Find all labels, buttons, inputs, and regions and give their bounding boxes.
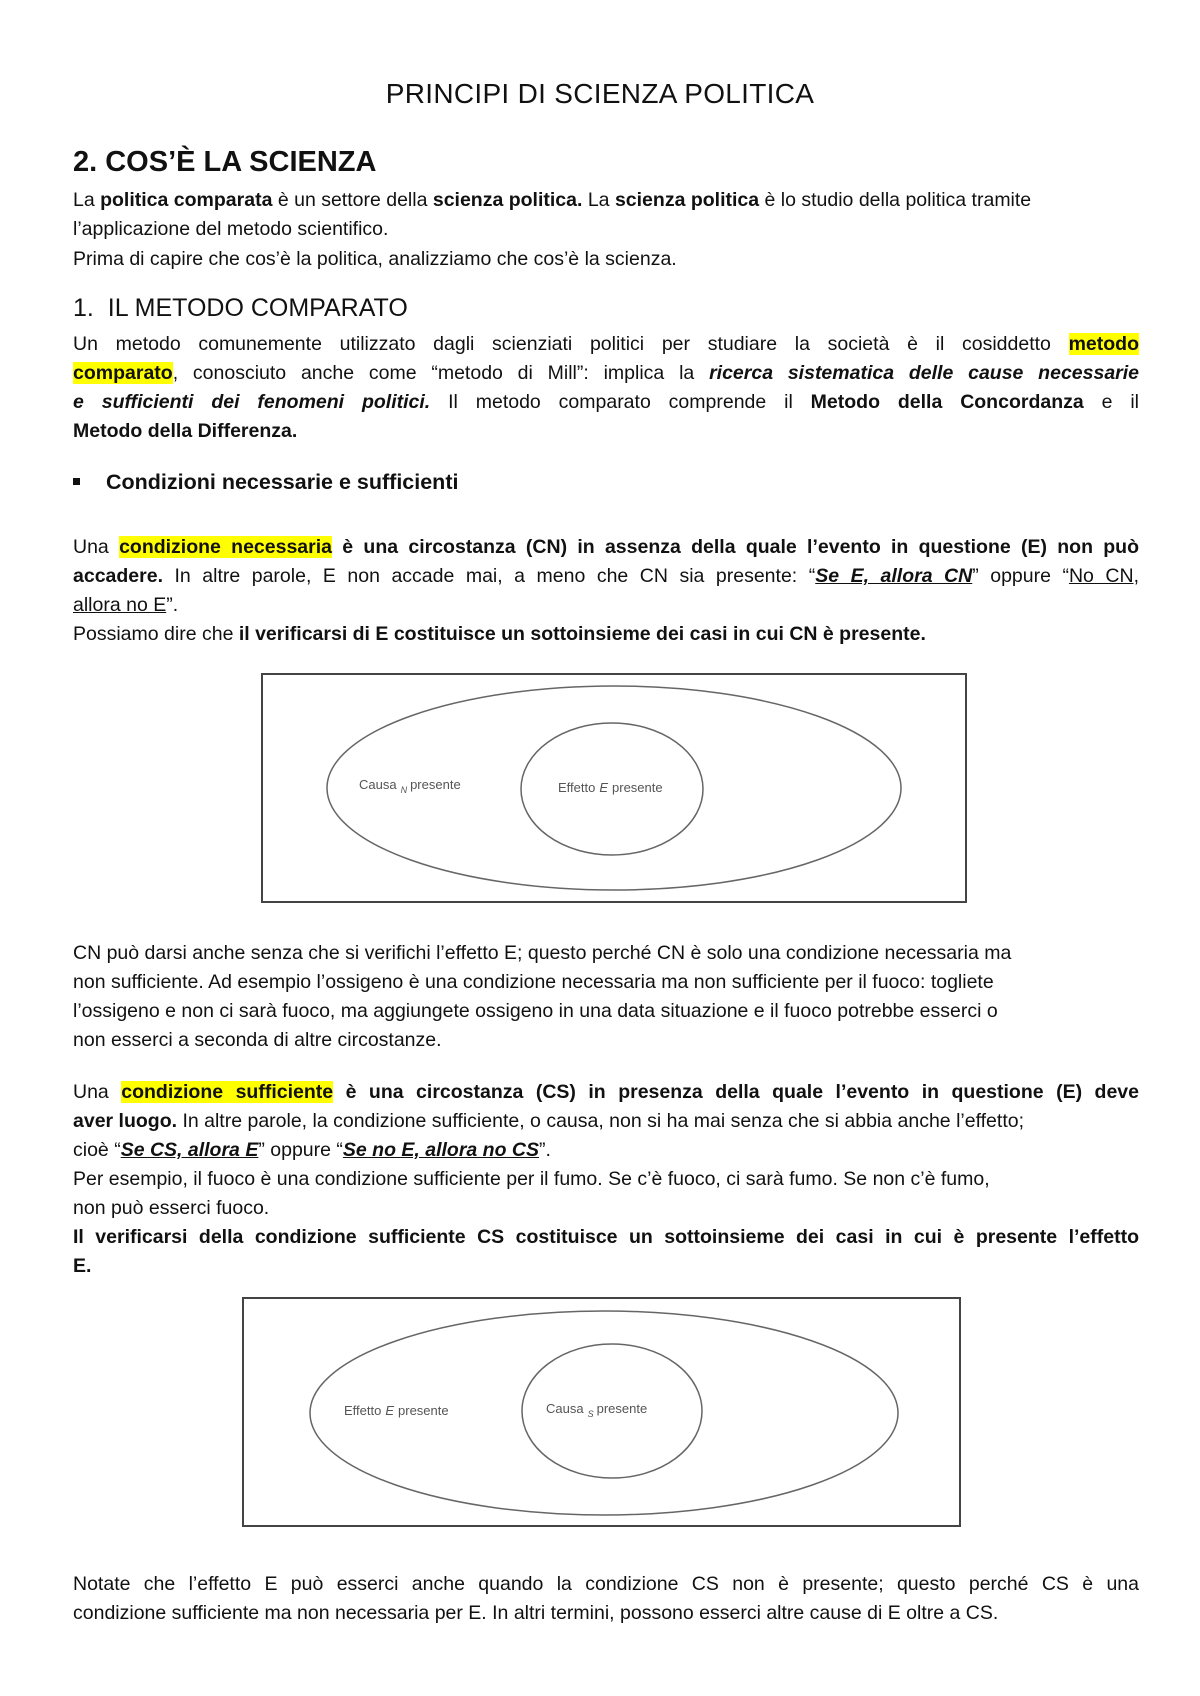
- term-concordanza: Metodo della Concordanza: [810, 391, 1084, 413]
- intro-line-1: La politica comparata è un settore della scienza politica. La scienza politica è lo studio della politica tramite: [73, 189, 1032, 211]
- formula-se-e-allora-cn: Se E, allora CN: [815, 565, 973, 587]
- subsection-title: IL METODO COMPARATO: [107, 294, 408, 322]
- cn-explain-line-2: non sufficiente. Ad esempio l’ossigeno è una condizione necessaria ma non sufficiente per il fuoco: togliete: [73, 971, 994, 993]
- highlight-condizione-sufficiente: condizione sufficiente: [121, 1081, 334, 1103]
- highlight-metodo: metodo: [1068, 333, 1139, 355]
- section-heading: 2. COS’È LA SCIENZA: [73, 146, 377, 178]
- metodo-line-2: comparato, conosciuto anche come “metodo di Mill”: implica la ricerca sistematica delle cause necessarie: [73, 362, 1140, 384]
- sufficiente-line-1: Una condizione sufficiente è una circostanza (CS) in presenza della quale l’evento in questione (E) deve: [73, 1081, 1139, 1103]
- term-scienza-politica: scienza politica.: [432, 189, 583, 211]
- intro-line-2: l’applicazione del metodo scientifico.: [73, 218, 389, 240]
- sufficiente-line-5: non può esserci fuoco.: [73, 1197, 270, 1219]
- necessaria-line-2: accadere. In altre parole, E non accade mai, a meno che CN sia presente: “Se E, allora CN” oppure “No CN,: [73, 565, 1139, 587]
- sufficiente-line-3: cioè “Se CS, allora E” oppure “Se no E, allora no CS”.: [73, 1139, 551, 1161]
- highlight-comparato: comparato: [73, 362, 173, 384]
- intro-line-3: Prima di capire che cos’è la politica, analizziamo che cos’è la scienza.: [73, 248, 677, 270]
- subsection-heading: [73, 294, 408, 323]
- metodo-line-3: e sufficienti dei fenomeni politici. Il metodo comparato comprende il Metodo della Concordanza e il: [73, 391, 1139, 413]
- cn-explain-line-4: non esserci a seconda di altre circostanze.: [73, 1029, 442, 1051]
- sufficiente-line-7: E.: [73, 1255, 92, 1277]
- label-effetto-e: Effetto E presente: [558, 780, 663, 795]
- necessaria-line-4: Possiamo dire che il verificarsi di E costituisce un sottoinsieme dei casi in cui CN è presente.: [73, 623, 926, 645]
- highlight-condizione-necessaria: condizione necessaria: [119, 536, 333, 558]
- notate-line-2: condizione sufficiente ma non necessaria per E. In altri termini, possono esserci altre cause di E oltre a CS.: [73, 1602, 999, 1624]
- cn-explain-line-1: CN può darsi anche senza che si verifichi l’effetto E; questo perché CN è solo una condizione necessaria ma: [73, 942, 1012, 964]
- label-causa-cs: Causa $_S$ presente: [546, 1401, 648, 1419]
- formula-se-no-e: Se no E, allora no CS: [342, 1139, 540, 1161]
- label-causa-cn: Causa $_N$ presente: [359, 777, 461, 795]
- diagram-necessary-condition: [261, 673, 967, 903]
- metodo-line-1: Un metodo comunemente utilizzato dagli scienziati politici per studiare la società è il cosiddetto metodo: [73, 333, 1139, 355]
- sufficiente-line-4: Per esempio, il fuoco è una condizione sufficiente per il fumo. Se c’è fuoco, ci sarà fumo. Se non c’è fumo,: [73, 1168, 990, 1190]
- term-scienza-politica-2: scienza politica: [614, 189, 760, 211]
- cn-explain-line-3: l’ossigeno e non ci sarà fuoco, ma aggiungete ossigeno in una data situazione e il fuoco potrebbe esserci o: [73, 1000, 998, 1022]
- diagram-sufficient-condition: [242, 1297, 961, 1527]
- bullet-heading: Condizioni necessarie e sufficienti: [73, 470, 458, 495]
- subsection-number: 1.: [73, 294, 94, 322]
- necessaria-line-3: allora no E”.: [73, 594, 179, 616]
- page-title: PRINCIPI DI SCIENZA POLITICA: [385, 78, 815, 109]
- term-politica-comparata: politica comparata: [100, 189, 273, 211]
- sufficiente-line-2: aver luogo. In altre parole, la condizione sufficiente, o causa, non si ha mai senza che si abbia anche l’effetto;: [73, 1110, 1025, 1132]
- notate-line-1: Notate che l’effetto E può esserci anche quando la condizione CS non è presente; questo perché CS è una: [73, 1573, 1139, 1595]
- metodo-line-4: Metodo della Differenza.: [73, 420, 298, 442]
- formula-se-cs-allora-e: Se CS, allora E: [120, 1139, 259, 1161]
- emphasis-ricerca: ricerca sistematica delle cause necessarie: [709, 362, 1140, 384]
- bullet-icon: [73, 478, 80, 485]
- label-effetto-e: Effetto E presente: [344, 1403, 449, 1418]
- formula-no-cn: No CN,: [1068, 565, 1139, 587]
- necessaria-line-1: Una condizione necessaria è una circostanza (CN) in assenza della quale l’evento in questione (E) non può: [73, 536, 1139, 558]
- sufficiente-line-6: Il verificarsi della condizione sufficiente CS costituisce un sottoinsieme dei casi in cui è presente l’effetto: [73, 1226, 1139, 1248]
